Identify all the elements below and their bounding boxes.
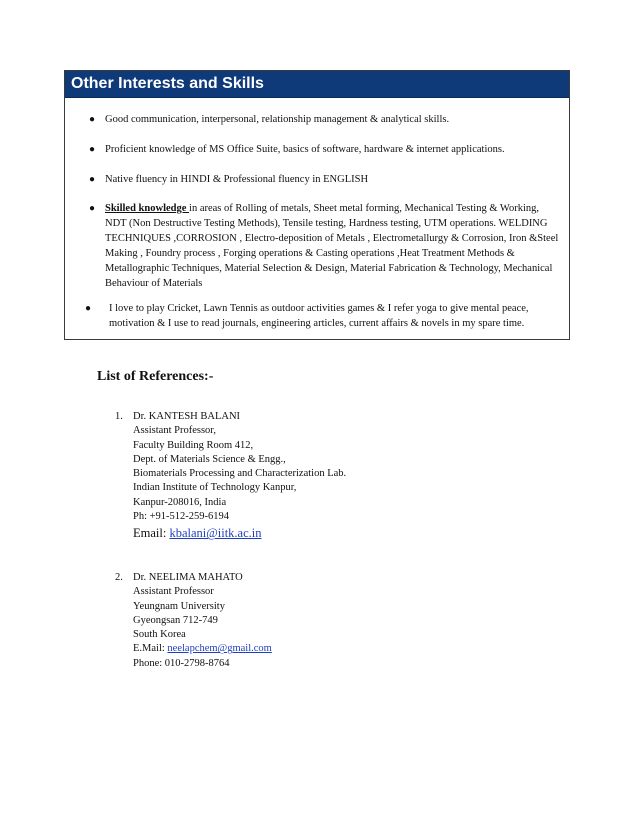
email-link[interactable]: neelapchem@gmail.com — [167, 643, 272, 655]
skilled-knowledge-label: Skilled knowledge — [105, 203, 190, 214]
reference-address-line: South Korea — [133, 629, 186, 641]
list-item-text: Good communication, interpersonal, relationship management & analytical skills. — [105, 114, 450, 125]
reference-name: Dr. KANTESH BALANI — [133, 411, 241, 422]
list-item-text: Native fluency in HINDI & Professional fluency in ENGLISH — [105, 174, 369, 185]
email-label: Email: — [133, 526, 170, 541]
reference-address-line: Dept. of Materials Science & Engg., — [133, 453, 286, 465]
email-link[interactable]: kbalani@iitk.ac.in — [169, 526, 262, 541]
bullet-icon: ● — [89, 203, 96, 214]
reference-address-line: Gyeongsan 712-749 — [133, 614, 218, 626]
reference-address-line: Faculty Building Room 412, — [133, 439, 254, 451]
reference-address-line: Yeungnam University — [133, 600, 225, 612]
reference-address-line: Biomaterials Processing and Characterization Lab. — [133, 468, 347, 480]
bullet-icon: ● — [89, 114, 96, 125]
reference-number: 1. — [115, 411, 123, 422]
list-item-text — [105, 201, 559, 291]
bullet-icon: ● — [89, 144, 96, 155]
reference-email-line — [133, 524, 346, 542]
reference-name: Dr. NEELIMA MAHATO — [133, 572, 243, 583]
reference-phone: Phone: 010-2798-8764 — [133, 657, 230, 669]
bullet-icon: ● — [85, 303, 92, 314]
reference-email-line — [133, 642, 272, 656]
reference-address-line: Indian Institute of Technology Kanpur, — [133, 482, 297, 494]
reference-address-line: Kanpur-208016, India — [133, 496, 227, 508]
skilled-knowledge-text: in areas of Rolling of metals, Sheet metal forming, Mechanical Testing & Working, NDT (Non Destructive Testing Methods), Tensile testing, Hardness testing, UTM operations. WELDING TECHNIQUES ,CORROSION , Electro-deposition of Metals , Electrometallurgy & Corrosion, Iron &Steel Making , Foundry process , Forging operations & Casting operations ,Heat Treatment Methods & Metallographic Techniques, Material Selection & Design, Material Fabrication & Technology, Mechanical Behaviour of Materials — [105, 203, 559, 289]
list-item-text: I love to play Cricket, Lawn Tennis as outdoor activities games & I refer yoga to give mental peace, motivation & I use to read journals, engineering articles, current affairs & novels in my spare time. — [109, 303, 529, 329]
email-label: E.Mail: — [133, 643, 168, 655]
section-title: Other Interests and Skills — [65, 71, 569, 98]
reference-title: Assistant Professor, — [133, 425, 216, 437]
reference-number: 2. — [115, 572, 123, 583]
reference-phone: Ph: +91-512-259-6194 — [133, 511, 230, 523]
list-item-text: Proficient knowledge of MS Office Suite, basics of software, hardware & internet applications. — [105, 144, 505, 155]
reference-title: Assistant Professor — [133, 586, 214, 598]
bullet-icon: ● — [89, 174, 96, 185]
references-heading: List of References:- — [97, 369, 214, 384]
interests-skills-section — [64, 70, 570, 340]
